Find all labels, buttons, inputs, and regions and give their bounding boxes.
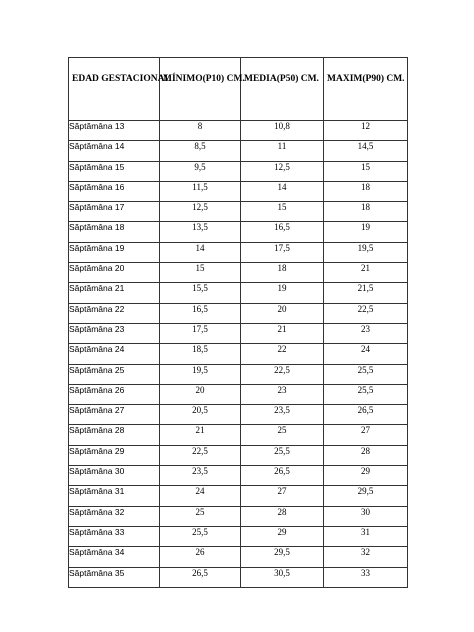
table-row [69, 121, 408, 141]
week-label: Săptămâna 30 [69, 466, 160, 486]
table-body [69, 121, 408, 588]
table-row [69, 405, 408, 425]
minimum-value: 23,5 [160, 466, 241, 486]
table-row [69, 364, 408, 384]
table-row [69, 384, 408, 404]
median-value: 22,5 [241, 364, 324, 384]
table-row [69, 547, 408, 567]
median-value: 17,5 [241, 242, 324, 262]
week-label: Săptămâna 14 [69, 141, 160, 161]
minimum-value: 24 [160, 486, 241, 506]
median-value: 28 [241, 506, 324, 526]
minimum-value: 15 [160, 263, 241, 283]
minimum-value: 14 [160, 242, 241, 262]
table-row [69, 303, 408, 323]
minimum-value: 13,5 [160, 222, 241, 242]
median-value: 11 [241, 141, 324, 161]
week-label: Săptămâna 20 [69, 263, 160, 283]
table-row [69, 425, 408, 445]
maximum-value: 33 [324, 567, 408, 587]
maximum-value: 32 [324, 547, 408, 567]
minimum-value: 26 [160, 547, 241, 567]
maximum-value: 19,5 [324, 242, 408, 262]
median-value: 25 [241, 425, 324, 445]
maximum-value: 27 [324, 425, 408, 445]
minimum-value: 20,5 [160, 405, 241, 425]
maximum-value: 18 [324, 181, 408, 201]
minimum-value: 26,5 [160, 567, 241, 587]
maximum-value: 15 [324, 161, 408, 181]
maximum-value: 21 [324, 263, 408, 283]
maximum-value: 25,5 [324, 384, 408, 404]
week-label: Săptămâna 16 [69, 181, 160, 201]
week-label: Săptămâna 33 [69, 526, 160, 546]
table-row [69, 506, 408, 526]
week-label: Săptămâna 18 [69, 222, 160, 242]
median-value: 20 [241, 303, 324, 323]
table-row [69, 202, 408, 222]
week-label: Săptămâna 17 [69, 202, 160, 222]
maximum-value: 24 [324, 344, 408, 364]
week-label: Săptămâna 34 [69, 547, 160, 567]
week-label: Săptămâna 13 [69, 121, 160, 141]
week-label: Săptămâna 28 [69, 425, 160, 445]
median-value: 10,8 [241, 121, 324, 141]
maximum-value: 12 [324, 121, 408, 141]
week-label: Săptămâna 24 [69, 344, 160, 364]
median-value: 25,5 [241, 445, 324, 465]
median-value: 26,5 [241, 466, 324, 486]
table-row [69, 445, 408, 465]
week-label: Săptămâna 26 [69, 384, 160, 404]
maximum-value: 22,5 [324, 303, 408, 323]
minimum-value: 17,5 [160, 323, 241, 343]
table-row [69, 486, 408, 506]
week-label: Săptămâna 19 [69, 242, 160, 262]
median-value: 23 [241, 384, 324, 404]
median-value: 27 [241, 486, 324, 506]
table-row [69, 567, 408, 587]
median-value: 15 [241, 202, 324, 222]
median-value: 19 [241, 283, 324, 303]
maximum-value: 18 [324, 202, 408, 222]
maximum-value: 21,5 [324, 283, 408, 303]
median-value: 21 [241, 323, 324, 343]
header-median: MEDIA(P50) CM. [241, 58, 324, 121]
minimum-value: 8,5 [160, 141, 241, 161]
table-row [69, 323, 408, 343]
table-row [69, 181, 408, 201]
median-value: 30,5 [241, 567, 324, 587]
maximum-value: 28 [324, 445, 408, 465]
median-value: 16,5 [241, 222, 324, 242]
week-label: Săptămâna 23 [69, 323, 160, 343]
maximum-value: 29,5 [324, 486, 408, 506]
minimum-value: 20 [160, 384, 241, 404]
maximum-value: 14,5 [324, 141, 408, 161]
maximum-value: 25,5 [324, 364, 408, 384]
table-row [69, 161, 408, 181]
table-row [69, 466, 408, 486]
table-row [69, 344, 408, 364]
median-value: 18 [241, 263, 324, 283]
minimum-value: 16,5 [160, 303, 241, 323]
minimum-value: 22,5 [160, 445, 241, 465]
week-label: Săptămâna 27 [69, 405, 160, 425]
header-maximum: MAXIM(P90) CM. [324, 58, 408, 121]
week-label: Săptămâna 15 [69, 161, 160, 181]
table-header-row [69, 58, 408, 121]
gestational-age-table [68, 57, 408, 588]
minimum-value: 25,5 [160, 526, 241, 546]
minimum-value: 21 [160, 425, 241, 445]
table-row [69, 222, 408, 242]
table-row [69, 283, 408, 303]
minimum-value: 12,5 [160, 202, 241, 222]
header-gestational-age: EDAD GESTACIONAL [69, 58, 160, 121]
header-minimum: MÍNIMO(P10) CM. [160, 58, 241, 121]
median-value: 22 [241, 344, 324, 364]
week-label: Săptămâna 29 [69, 445, 160, 465]
minimum-value: 18,5 [160, 344, 241, 364]
maximum-value: 26,5 [324, 405, 408, 425]
minimum-value: 25 [160, 506, 241, 526]
minimum-value: 9,5 [160, 161, 241, 181]
maximum-value: 29 [324, 466, 408, 486]
maximum-value: 31 [324, 526, 408, 546]
week-label: Săptămâna 32 [69, 506, 160, 526]
median-value: 12,5 [241, 161, 324, 181]
week-label: Săptămâna 21 [69, 283, 160, 303]
table-row [69, 526, 408, 546]
median-value: 14 [241, 181, 324, 201]
table-row [69, 263, 408, 283]
minimum-value: 15,5 [160, 283, 241, 303]
week-label: Săptămâna 31 [69, 486, 160, 506]
median-value: 23,5 [241, 405, 324, 425]
table-row [69, 242, 408, 262]
maximum-value: 19 [324, 222, 408, 242]
week-label: Săptămâna 35 [69, 567, 160, 587]
minimum-value: 8 [160, 121, 241, 141]
maximum-value: 23 [324, 323, 408, 343]
week-label: Săptămâna 22 [69, 303, 160, 323]
minimum-value: 11,5 [160, 181, 241, 201]
table-row [69, 141, 408, 161]
median-value: 29,5 [241, 547, 324, 567]
median-value: 29 [241, 526, 324, 546]
maximum-value: 30 [324, 506, 408, 526]
minimum-value: 19,5 [160, 364, 241, 384]
week-label: Săptămâna 25 [69, 364, 160, 384]
